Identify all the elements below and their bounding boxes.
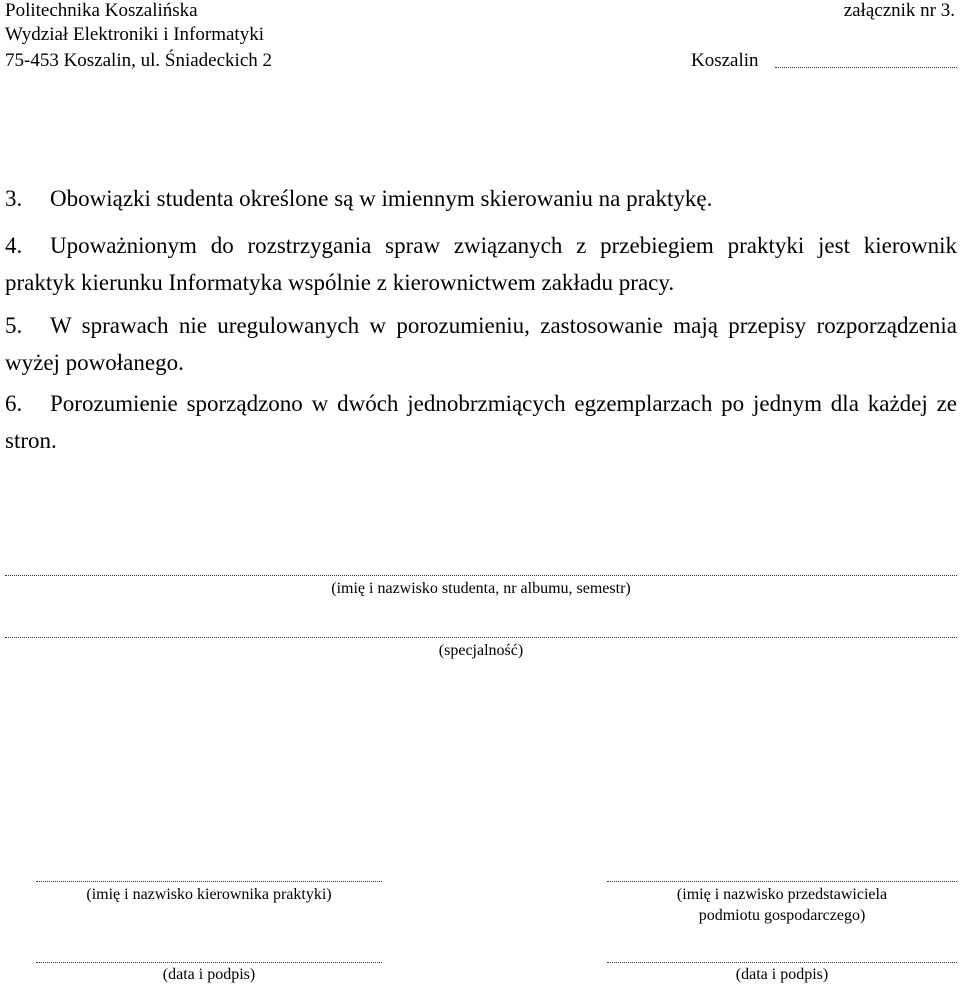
representative-signature-line — [607, 881, 957, 882]
university-name: Politechnika Koszalińska — [5, 0, 198, 21]
clause-number: 4. — [5, 233, 23, 258]
clause-6 — [5, 385, 957, 459]
right-date-signature-line — [607, 962, 957, 963]
clause-number: 3. — [5, 186, 23, 211]
clause-3 — [5, 180, 957, 217]
annex-label: załącznik nr 3. — [843, 0, 955, 21]
student-caption: (imię i nazwisko studenta, nr albumu, semestr) — [331, 580, 631, 597]
clause-number: 6. — [5, 391, 23, 416]
left-date-signature-line — [36, 962, 382, 963]
representative-caption-line2: podmiotu gospodarczego) — [698, 907, 866, 924]
supervisor-caption: (imię i nazwisko kierownika praktyki) — [86, 886, 332, 903]
specialty-line — [5, 637, 957, 638]
right-date-signature-caption: (data i podpis) — [735, 966, 829, 983]
clause-text: Porozumienie sporządzono w dwóch jednobrzmiących egzemplarzach po jednym dla każdej ze stron. — [5, 391, 957, 453]
university-address: 75-453 Koszalin, ul. Śniadeckich 2 — [5, 50, 273, 71]
left-date-signature-caption: (data i podpis) — [162, 966, 256, 983]
clause-number: 5. — [5, 313, 23, 338]
clause-5 — [5, 307, 957, 381]
faculty-name: Wydział Elektroniki i Informatyki — [5, 24, 264, 45]
clause-text: Upoważnionym do rozstrzygania spraw związanych z przebiegiem praktyki jest kierownik praktyk kierunku Informatyka wspólnie z kierownictwem zakładu pracy. — [5, 233, 957, 295]
clause-text: Obowiązki studenta określone są w imiennym skierowaniu na praktykę. — [50, 186, 713, 211]
clause-text: W sprawach nie uregulowanych w porozumieniu, zastosowanie mają przepisy rozporządzenia wyżej powołanego. — [5, 313, 957, 375]
student-signature-line — [5, 575, 957, 576]
date-dotted-line — [775, 67, 957, 68]
supervisor-signature-line — [36, 881, 382, 882]
specialty-caption: (specjalność) — [438, 642, 524, 659]
clause-4 — [5, 227, 957, 301]
representative-caption-line1: (imię i nazwisko przedstawiciela — [676, 886, 888, 903]
city-label: Koszalin — [691, 50, 759, 71]
